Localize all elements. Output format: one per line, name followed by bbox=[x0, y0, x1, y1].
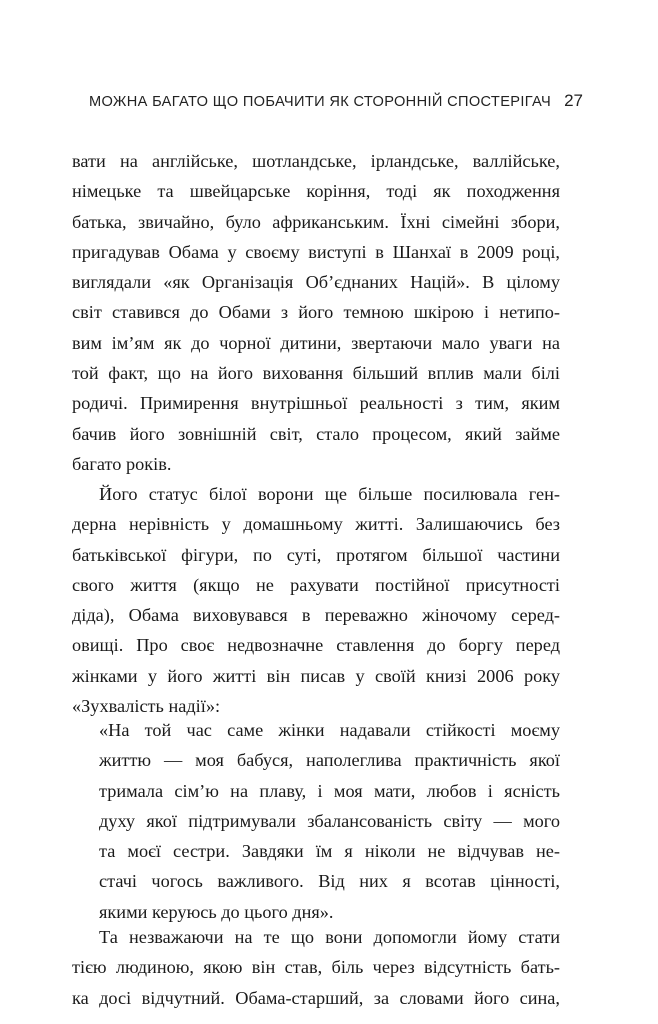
text-line: свого життя (якщо не рахувати постійної присутності bbox=[72, 574, 560, 595]
text-line: пригадував Обама у своєму виступі в Шанхаї в 2009 році, bbox=[72, 241, 560, 262]
text-line: німецьке та швейцарське коріння, тоді як походження bbox=[72, 181, 560, 202]
text-line: ка досі відчутний. Обама-старший, за словами його сина, bbox=[72, 987, 560, 1008]
quote-line: стачі чогось важливого. Від них я всотав цінності, bbox=[99, 871, 560, 892]
text-line: родичі. Примирення внутрішньої реальності з тим, яким bbox=[72, 393, 560, 414]
paragraph-status bbox=[72, 479, 560, 721]
text-line: бачив його зовнішній світ, стало процесом, який займе bbox=[72, 423, 560, 444]
text-line: жінками у його житті він писав у своїй книзі 2006 року bbox=[72, 665, 560, 686]
paragraph-continuation bbox=[72, 146, 560, 479]
text-line: багато років. bbox=[72, 453, 172, 474]
text-line: тією людиною, якою він став, біль через відсутність бать- bbox=[72, 957, 560, 978]
text-line: той факт, що на його виховання більший вплив мали білі bbox=[72, 363, 560, 384]
quote-line: духу якої підтримували збалансованість світу — мого bbox=[99, 810, 560, 831]
text-line: Та незважаючи на те що вони допомогли йому стати bbox=[99, 927, 560, 947]
text-line: вати на англійське, шотландське, ірландське, валлійське, bbox=[72, 151, 560, 171]
quote-line: та моєї сестри. Завдяки їм я ніколи не відчував не- bbox=[99, 841, 560, 862]
text-line: світ ставився до Обами з його темною шкірою і нетипо- bbox=[72, 302, 560, 323]
text-line: вим ім’ям як до чорної дитини, звертаючи мало уваги на bbox=[72, 332, 560, 353]
text-line: Його статус білої ворони ще більше посилювала ген- bbox=[99, 484, 560, 504]
text-line: діда), Обама виховувався в переважно жіночому серед- bbox=[72, 605, 560, 626]
quote-line: «На той час саме жінки надавали стійкості моєму bbox=[99, 720, 560, 740]
text-line: виглядали «як Організація Об’єднаних Націй». В цілому bbox=[72, 272, 560, 293]
quote-line: якими керуюсь до цього дня». bbox=[99, 901, 334, 922]
text-line: батька, звичайно, було африканським. Їхні сімейні збори, bbox=[72, 211, 560, 232]
quote-line: тримала сім’ю на плаву, і моя мати, любов і ясність bbox=[99, 780, 560, 801]
running-title: МОЖНА БАГАТО ЩО ПОБАЧИТИ ЯК СТОРОННІЙ СПОСТЕРІГАЧ bbox=[88, 94, 552, 110]
text-line: батьківської фігури, по суті, протягом більшої частини bbox=[72, 544, 560, 565]
quote-line: життю — моя бабуся, наполеглива практичність якої bbox=[99, 750, 560, 771]
text-line: «Зухвалість надії»: bbox=[72, 696, 221, 717]
text-line: овищі. Про своє недвозначне ставлення до боргу перед bbox=[72, 635, 560, 656]
block-quote bbox=[99, 715, 560, 927]
paragraph-absence bbox=[72, 922, 560, 1013]
running-header bbox=[0, 91, 583, 111]
text-line: дерна нерівність у домашньому житті. Залишаючись без bbox=[72, 514, 560, 535]
page-number: 27 bbox=[564, 91, 583, 110]
